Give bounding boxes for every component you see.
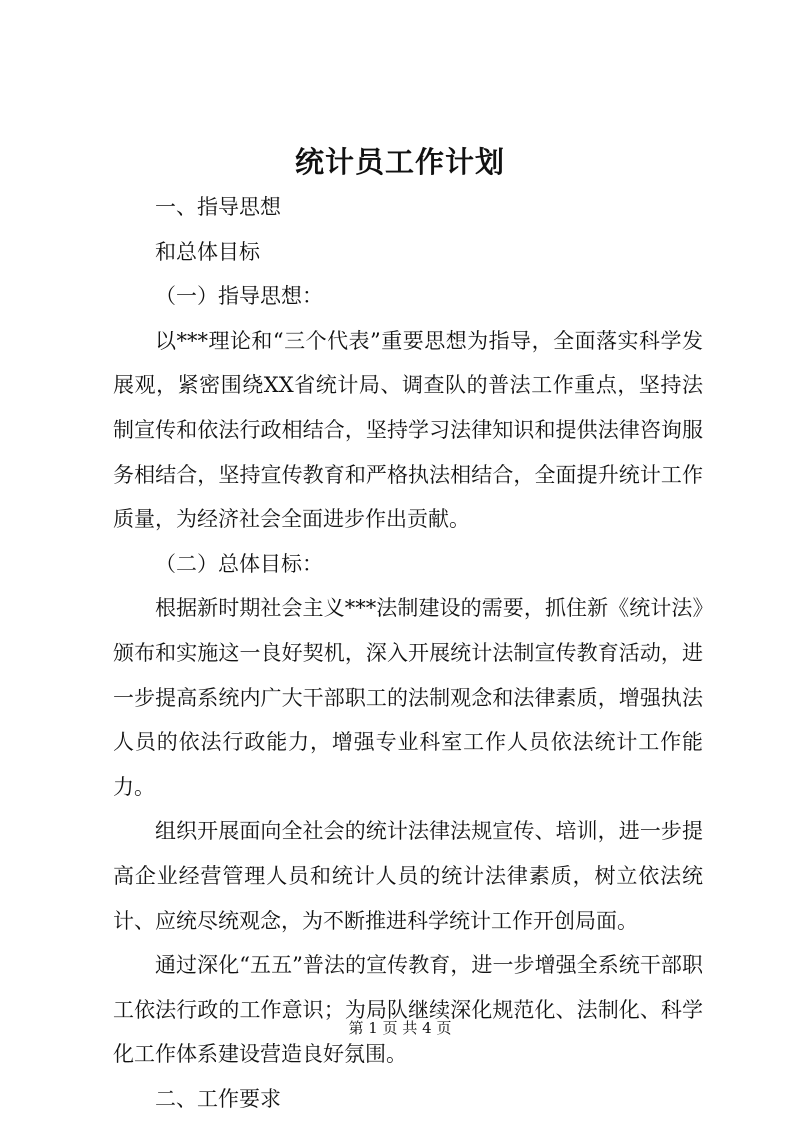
section-heading: 二、工作要求 — [155, 1086, 281, 1111]
body-paragraph: 组织开展面向全社会的统计法律法规宣传、培训，进一步提高企业经营管理人员和统计人员的统计法律素质，树立依法统计、应统尽统观念，为不断推进科学统计工作开创局面。 — [113, 819, 703, 933]
subsection-heading: （一）指导思想： — [155, 284, 323, 309]
body-paragraph: 通过深化“五五”普法的宣传教育，进一步增强全系统干部职工依法行政的工作意识；为局队继续深化规范化、法制化、科学化工作体系建设营造良好氛围。 — [113, 953, 703, 1067]
section-heading-continuation: 和总体目标 — [155, 239, 260, 264]
body-paragraph: 根据新时期社会主义***法制建设的需要，抓住新《统计法》颁布和实施这一良好契机，深入开展统计法制宣传教育活动，进一步提高系统内广大干部职工的法制观念和法律素质，增强执法人员的依法行政能力，增强专业科室工作人员依法统计工作能力。 — [113, 596, 703, 799]
body-paragraph: 以***理论和“三个代表”重要思想为指导，全面落实科学发展观，紧密围绕XX省统计局、调查队的普法工作重点，坚持法制宣传和依法行政相结合，坚持学习法律知识和提供法律咨询服务相结合，坚持宣传教育和严格执法相结合，全面提升统计工作质量，为经济社会全面进步作出贡献。 — [113, 328, 703, 532]
page-number: 第 1 页 共 4 页 — [348, 1019, 452, 1037]
page-title: 统计员工作计划 — [294, 145, 505, 179]
page-footer — [0, 1018, 800, 1038]
section-heading: 一、指导思想 — [155, 195, 281, 219]
document-body — [113, 185, 703, 1121]
subsection-heading: （二）总体目标： — [155, 551, 323, 576]
